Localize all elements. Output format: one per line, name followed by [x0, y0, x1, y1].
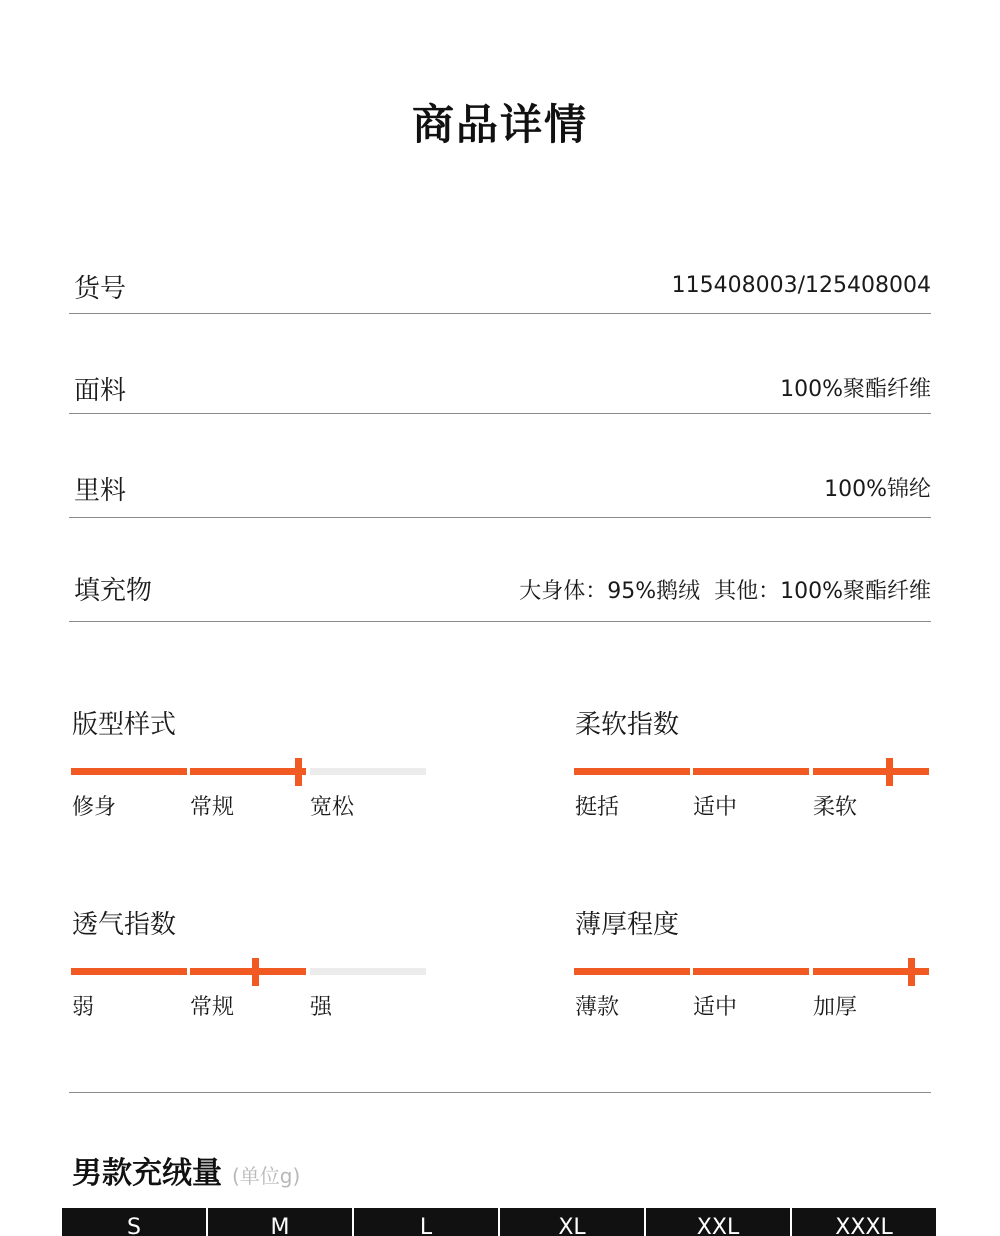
rating-bar-segment — [190, 768, 306, 775]
rating-level-label: 强 — [310, 995, 333, 1020]
rating-marker — [295, 758, 302, 786]
rating-bar-segment — [813, 768, 929, 775]
rating-title: 柔软指数 — [575, 710, 680, 740]
spec-row-item-number — [69, 258, 931, 314]
rating-bar-segment — [574, 768, 690, 775]
fill-title-text: 男款充绒量 — [72, 1156, 222, 1191]
spec-row-fabric — [69, 358, 931, 414]
rating-breathability — [70, 904, 430, 1024]
rating-marker — [252, 958, 259, 986]
rating-bar-segment — [310, 968, 426, 975]
size-header-cell: S — [62, 1208, 208, 1236]
size-header-cell: M — [208, 1208, 354, 1236]
rating-bar-segment — [310, 768, 426, 775]
spec-label: 货号 — [74, 274, 127, 304]
rating-level-label: 加厚 — [813, 995, 858, 1020]
rating-level-label: 常规 — [190, 795, 235, 820]
size-header-cell: XXXL — [835, 1215, 893, 1236]
rating-level-label: 柔软 — [813, 795, 858, 820]
spec-label: 面料 — [74, 376, 127, 406]
spec-label: 里料 — [74, 476, 127, 506]
spec-row-lining — [69, 458, 931, 518]
rating-level-label: 适中 — [693, 995, 738, 1020]
rating-marker — [886, 758, 893, 786]
rating-bar-segment — [693, 768, 809, 775]
size-header-cell: XL — [500, 1208, 646, 1236]
rating-marker — [908, 958, 915, 986]
rating-bar-segment — [693, 968, 809, 975]
rating-fit — [70, 704, 430, 824]
rating-level-label: 薄款 — [575, 995, 620, 1020]
spec-value: 100%锦纶 — [824, 477, 931, 502]
spec-value: 大身体：95%鹅绒 其他：100%聚酯纤维 — [519, 579, 931, 604]
rating-bar-segment — [574, 968, 690, 975]
section-divider — [69, 1092, 931, 1093]
spec-value: 100%聚酯纤维 — [780, 377, 931, 402]
rating-level-label: 常规 — [190, 995, 235, 1020]
spec-label: 填充物 — [74, 576, 153, 606]
rating-level-label: 弱 — [72, 995, 95, 1020]
rating-level-label: 修身 — [72, 795, 117, 820]
rating-bar-segment — [71, 968, 187, 975]
rating-bar-segment — [190, 968, 306, 975]
spec-row-filling — [69, 560, 931, 622]
rating-title: 薄厚程度 — [575, 910, 680, 940]
size-header-cell: L — [354, 1208, 500, 1236]
rating-level-label: 宽松 — [310, 795, 355, 820]
size-header-row — [62, 1208, 936, 1236]
rating-level-label: 适中 — [693, 795, 738, 820]
spec-value: 115408003/125408004 — [671, 273, 931, 298]
rating-title: 透气指数 — [72, 910, 177, 940]
page-title: 商品详情 — [411, 100, 588, 149]
fill-unit-text: (单位g) — [232, 1164, 301, 1188]
rating-thickness — [573, 904, 933, 1024]
rating-bar-segment — [71, 768, 187, 775]
fill-section-title — [72, 1148, 300, 1192]
size-header-cell: XXL — [646, 1208, 792, 1236]
rating-level-label: 挺括 — [575, 795, 620, 820]
rating-softness — [573, 704, 933, 824]
rating-title: 版型样式 — [72, 710, 177, 740]
